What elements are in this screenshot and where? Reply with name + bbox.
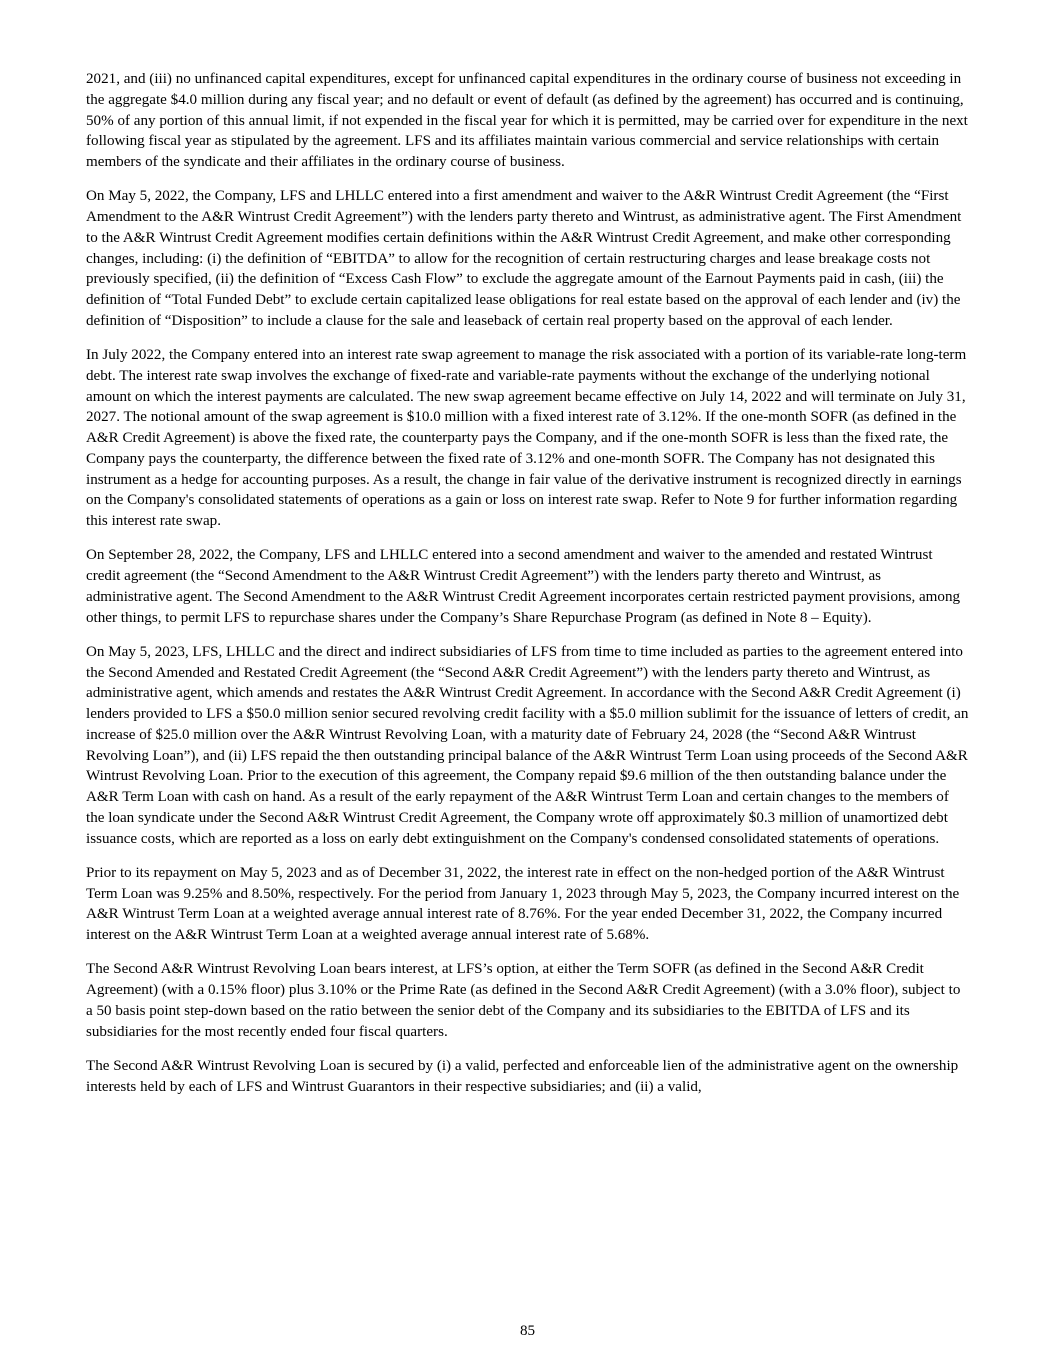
document-body xyxy=(86,69,970,1111)
paragraph-revolving-loan-security: The Second A&R Wintrust Revolving Loan is secured by (i) a valid, perfected and enforceable lien of the administrative agent on the ownership interests held by each of LFS and Wintrust Guarantors in their respective subsidiaries; and (ii) a valid, xyxy=(86,1057,959,1095)
paragraph-interest-rate-swap: In July 2022, the Company entered into an interest rate swap agreement to manage the risk associated with a portion of its variable-rate long-term debt. The interest rate swap involves the exchange of fixed-rate and variable-rate payments without the exchange of the underlying notional amount on which the interest payments are calculated. The new swap agreement became effective on July 14, 2022 and will terminate on July 31, 2027. The notional amount of the swap agreement is $10.0 million with a fixed interest rate of 3.12%. If the one-month SOFR (as defined in the A&R Credit Agreement) is above the fixed rate, the counterparty pays the Company, and if the one-month SOFR is less than the fixed rate, the Company pays the counterparty, the difference between the fixed rate of 3.12% and one-month SOFR. The Company has not designated this instrument as a hedge for accounting purposes. As a result, the change in fair value of the derivative instrument is recognized directly in earnings on the Company's consolidated statements of operations as a gain or loss on interest rate swap. Refer to Note 9 for further information regarding this interest rate swap. xyxy=(86,347,967,529)
paragraph-capex-covenant: 2021, and (iii) no unfinanced capital expenditures, except for unfinanced capital expenditures in the ordinary course of business not exceeding in the aggregate $4.0 million during any fiscal year; and no default or event of default (as defined by the agreement) has occurred and is continuing, 50% of any portion of this annual limit, if not expended in the fiscal year for which it is permitted, may be carried over for expenditure in the next following fiscal year as stipulated by the agreement. LFS and its affiliates maintain various commercial and service relationships with certain members of the syndicate and their affiliates in the ordinary course of business. xyxy=(86,71,968,170)
page-number: 85 xyxy=(519,1323,536,1339)
paragraph-second-amendment: On September 28, 2022, the Company, LFS and LHLLC entered into a second amendment and waiver to the amended and restated Wintrust credit agreement (the “Second Amendment to the A&R Wintrust Credit Agreement”) with the lenders party thereto and Wintrust, as administrative agent. The Second Amendment to the A&R Wintrust Credit Agreement incorporates certain restricted payment provisions, among other things, to permit LFS to repurchase shares under the Company’s Share Repurchase Program (as defined in Note 8 – Equity). xyxy=(86,547,961,626)
paragraph-revolving-loan-interest: The Second A&R Wintrust Revolving Loan bears interest, at LFS’s option, at either the Term SOFR (as defined in the Second A&R Credit Agreement) (with a 0.15% floor) plus 3.10% or the Prime Rate (as defined in the Second A&R Credit Agreement) (with a 3.0% floor), subject to a 50 basis point step-down based on the ratio between the senior debt of the Company and its subsidiaries to the EBITDA of LFS and its subsidiaries for the most recently ended four fiscal quarters. xyxy=(86,961,961,1040)
paragraph-second-ar-credit-agreement: On May 5, 2023, LFS, LHLLC and the direct and indirect subsidiaries of LFS from time to time included as parties to the agreement entered into the Second Amended and Restated Credit Agreement (the “Second A&R Credit Agreement”) with the lenders party thereto and Wintrust, as administrative agent, which amends and restates the A&R Wintrust Credit Agreement. In accordance with the Second A&R Credit Agreement (i) lenders provided to LFS a $50.0 million senior secured revolving credit facility with a $5.0 million sublimit for the issuance of letters of credit, an increase of $25.0 million over the A&R Wintrust Revolving Loan, with a maturity date of February 24, 2028 (the “Second A&R Wintrust Revolving Loan”), and (ii) LFS repaid the then outstanding principal balance of the A&R Wintrust Term Loan using proceeds of the Second A&R Wintrust Revolving Loan. Prior to the execution of this agreement, the Company repaid $9.6 million of the then outstanding balance under the A&R Term Loan with cash on hand. As a result of the early repayment of the A&R Wintrust Term Loan and certain changes to the members of the loan syndicate under the Second A&R Wintrust Credit Agreement, the Company wrote off approximately $0.3 million of unamortized debt issuance costs, which are reported as a loss on early debt extinguishment on the Company's condensed consolidated statements of operations. xyxy=(86,643,969,847)
paragraph-first-amendment: On May 5, 2022, the Company, LFS and LHLLC entered into a first amendment and waiver to the A&R Wintrust Credit Agreement (the “First Amendment to the A&R Wintrust Credit Agreement”) with the lenders party thereto and Wintrust, as administrative agent. The First Amendment to the A&R Wintrust Credit Agreement modifies certain definitions within the A&R Wintrust Credit Agreement, and make other corresponding changes, including: (i) the definition of “EBITDA” to allow for the recognition of certain restructuring charges and lease breakage costs not previously specified, (ii) the definition of “Excess Cash Flow” to exclude the aggregate amount of the Earnout Payments paid in cash, (iii) the definition of “Total Funded Debt” to exclude certain capitalized lease obligations for real estate based on the approval of each lender and (iv) the definition of “Disposition” to include a clause for the sale and leaseback of certain real property based on the approval of each lender. xyxy=(86,188,962,329)
paragraph-term-loan-interest: Prior to its repayment on May 5, 2023 and as of December 31, 2022, the interest rate in effect on the non-hedged portion of the A&R Wintrust Term Loan was 9.25% and 8.50%, respectively. For the period from January 1, 2023 through May 5, 2023, the Company incurred interest on the A&R Wintrust Term Loan at a weighted average annual interest rate of 8.76%. For the year ended December 31, 2022, the Company incurred interest on the A&R Wintrust Term Loan at a weighted average annual interest rate of 5.68%. xyxy=(86,864,960,943)
